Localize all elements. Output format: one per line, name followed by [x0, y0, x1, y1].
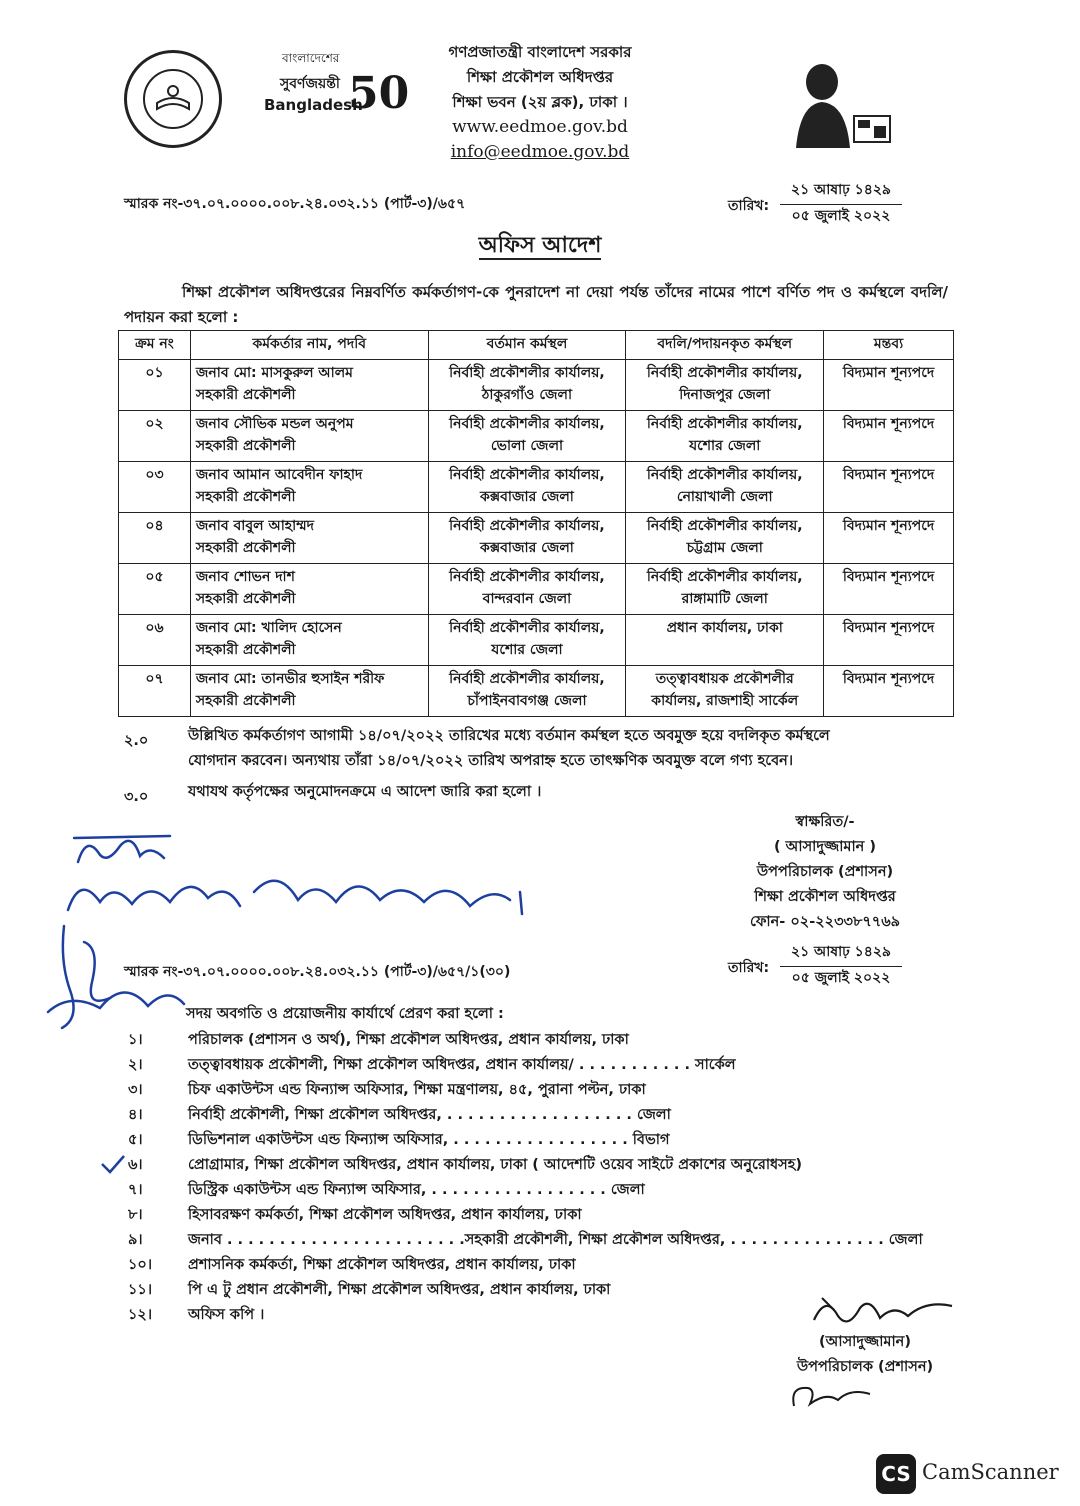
- new-office: প্রধান কার্যালয়, ঢাকা: [666, 620, 783, 636]
- date-english: ০৫ জুলাই ২০২২: [791, 208, 891, 224]
- signatory-office: শিক্ষা প্রকৌশল অধিদপ্তর: [754, 889, 896, 905]
- cell-name: [190, 462, 428, 513]
- cell-serial: ০২: [119, 411, 191, 462]
- list-item: চিফ একাউন্টস এন্ড ফিন্যান্স অফিসার, শিক্ষা মন্ত্রণালয়, ৪৫, পুরানা পল্টন, ঢাকা: [188, 1082, 646, 1098]
- cell-name: [190, 564, 428, 615]
- col-new: বদলি/পদায়নকৃত কর্মস্থল: [626, 331, 824, 360]
- list-number: ৫।: [128, 1132, 143, 1148]
- new-district: দিনাজপুর জেলা: [679, 387, 771, 403]
- cell-remark: বিদ্যমান শূন্যপদে: [824, 564, 954, 615]
- officer-name: জনাব আমান আবেদীন ফাহাদ: [195, 467, 363, 483]
- officer-designation: সহকারী প্রকৌশলী: [195, 540, 296, 556]
- memo-reference-copy: স্মারক নং-৩৭.০৭.০০০০.০০৮.২৪.০৩২.১১ (পার্ট-৩)/৬৫৭/১(৩০): [124, 964, 511, 980]
- list-number: ১২।: [128, 1307, 153, 1323]
- list-number: ১১।: [128, 1282, 153, 1298]
- signature-scribble-icon: [808, 1290, 958, 1334]
- cell-remark: বিদ্যমান শূন্যপদে: [824, 360, 954, 411]
- current-district: কক্সবাজার জেলা: [480, 489, 574, 505]
- current-district: কক্সবাজার জেলা: [480, 540, 574, 556]
- new-district: কার্যালয়, রাজশাহী সার্কেল: [651, 693, 799, 709]
- para-number: ২.০: [124, 733, 149, 749]
- new-office: তত্ত্বাবধায়ক প্রকৌশলীর: [655, 671, 794, 687]
- officer-name: জনাব মো: খালিদ হোসেন: [195, 620, 342, 636]
- mujib-portrait-icon: [786, 58, 896, 150]
- email-link[interactable]: info@eedmoe.gov.bd: [450, 142, 630, 162]
- signatory-name: ( আসাদুজ্জামান ): [774, 839, 876, 855]
- cell-current: [428, 411, 626, 462]
- current-office: নির্বাহী প্রকৌশলীর কার্যালয়,: [449, 620, 605, 636]
- paragraph-two: [188, 724, 948, 774]
- current-district: চাঁপাইনবাবগঞ্জ জেলা: [467, 693, 587, 709]
- list-item: পি এ টু প্রধান প্রকৌশলী, শিক্ষা প্রকৌশল অধিদপ্তর, প্রধান কার্যালয়, ঢাকা: [188, 1282, 611, 1298]
- list-number: ৭।: [128, 1182, 143, 1198]
- jubilee-line3: Bangladesh: [264, 96, 363, 114]
- current-office: নির্বাহী প্রকৌশলীর কার্যালয়,: [449, 569, 605, 585]
- current-office: নির্বাহী প্রকৌশলীর কার্যালয়,: [449, 671, 605, 687]
- memo-reference: স্মারক নং-৩৭.০৭.০০০০.০০৮.২৪.০৩২.১১ (পার্ট-৩)/৬৫৭: [124, 196, 466, 212]
- list-item: জনাব . . . . . . . . . . . . . . . . . . . . . . .সহকারী প্রকৌশলী, শিক্ষা প্রকৌশল অধিদপ্তর, . . . . . . . . . . . . . . . জেলা: [188, 1232, 923, 1248]
- table-header-row: [119, 331, 954, 360]
- cell-current: [428, 666, 626, 717]
- list-item: নির্বাহী প্রকৌশলী, শিক্ষা প্রকৌশল অধিদপ্তর, . . . . . . . . . . . . . . . . . . জেলা: [188, 1107, 671, 1123]
- current-district: ঠাকুরগাঁও জেলা: [481, 387, 573, 403]
- page-title: [0, 228, 1080, 265]
- cell-remark: বিদ্যমান শূন্যপদে: [824, 513, 954, 564]
- handwritten-note-icon: [40, 822, 560, 1032]
- table-row: [119, 513, 954, 564]
- table-row: [119, 360, 954, 411]
- list-number: ৩।: [128, 1082, 143, 1098]
- new-office: নির্বাহী প্রকৌশলীর কার্যালয়,: [646, 365, 803, 381]
- current-district: বান্দরবান জেলা: [482, 591, 572, 607]
- cell-serial: ০৭: [119, 666, 191, 717]
- officer-designation: সহকারী প্রকৌশলী: [195, 591, 296, 607]
- paragraph-line: যোগদান করবেন। অন্যথায় তাঁরা ১৪/০৭/২০২২ তারিখ অপরাহ্ন হতে তাৎক্ষণিক অবমুক্ত বলে গণ্য হবেন।: [188, 753, 794, 769]
- list-item: হিসাবরক্ষণ কর্মকর্তা, শিক্ষা প্রকৌশল অধিদপ্তর, প্রধান কার্যালয়, ঢাকা: [188, 1207, 582, 1223]
- officer-designation: সহকারী প্রকৌশলী: [195, 438, 296, 454]
- list-number: ৪।: [128, 1107, 143, 1123]
- list-number: ৮।: [128, 1207, 143, 1223]
- table-row: [119, 615, 954, 666]
- camscanner-text: CamScanner: [922, 1460, 1059, 1484]
- page-title-text: অফিস আদেশ: [478, 233, 602, 258]
- cell-new: [626, 411, 824, 462]
- col-current: বর্তমান কর্মস্থল: [428, 331, 626, 360]
- new-office: নির্বাহী প্রকৌশলীর কার্যালয়,: [646, 467, 803, 483]
- officer-name: জনাব সৌভিক মন্ডল অনুপম: [195, 416, 354, 432]
- date-bangla: ২১ আষাঢ় ১৪২৯: [780, 940, 902, 967]
- cell-new: [626, 360, 824, 411]
- list-number: ৯।: [128, 1232, 143, 1248]
- new-office: নির্বাহী প্রকৌশলীর কার্যালয়,: [646, 518, 803, 534]
- list-number: ১০।: [128, 1257, 153, 1273]
- memo-date: [728, 178, 908, 228]
- cell-current: [428, 360, 626, 411]
- officer-designation: সহকারী প্রকৌশলী: [195, 489, 296, 505]
- education-logo: [124, 50, 222, 148]
- new-district: চট্টগ্রাম জেলা: [686, 540, 763, 556]
- new-office: নির্বাহী প্রকৌশলীর কার্যালয়,: [646, 416, 803, 432]
- current-district: ভোলা জেলা: [490, 438, 564, 454]
- cell-current: [428, 513, 626, 564]
- date-english: ০৫ জুলাই ২০২২: [791, 970, 891, 986]
- memo-date-copy: [728, 940, 908, 990]
- cell-remark: বিদ্যমান শূন্যপদে: [824, 615, 954, 666]
- officer-name: জনাব মো: তানভীর হুসাইন শরীফ: [195, 671, 385, 687]
- officer-name: জনাব বাবুল আহাম্মদ: [195, 518, 314, 534]
- cell-current: [428, 462, 626, 513]
- intro-paragraph: শিক্ষা প্রকৌশল অধিদপ্তরের নিম্নবর্ণিত কর্মকর্তাগণ-কে পুনরাদেশ না দেয়া পর্যন্ত তাঁদের নামের পাশে বর্ণিত পদ ও কর্মস্থলে বদলি/পদায়ন করা হলো :: [124, 283, 948, 326]
- date-bangla: ২১ আষাঢ় ১৪২৯: [780, 178, 902, 205]
- cell-name: [190, 513, 428, 564]
- officer-designation: সহকারী প্রকৌশলী: [195, 642, 296, 658]
- office-header: [390, 40, 690, 165]
- department-name: শিক্ষা প্রকৌশল অধিদপ্তর: [466, 68, 614, 86]
- list-item: ডিস্ট্রিক একাউন্টস এন্ড ফিন্যান্স অফিসার, . . . . . . . . . . . . . . . . . জেলা: [188, 1182, 645, 1198]
- paragraph-line: উল্লিখিত কর্মকর্তাগণ আগামী ১৪/০৭/২০২২ তারিখের মধ্যে বর্তমান কর্মস্থল হতে অবমুক্ত হয়ে বদলিকৃত কর্মস্থলে: [188, 728, 830, 744]
- list-item: প্রোগ্রামার, শিক্ষা প্রকৌশল অধিদপ্তর, প্রধান কার্যালয়, ঢাকা ( আদেশটি ওয়েব সাইটে প্রকাশের অনুরোধসহ): [188, 1157, 802, 1173]
- cell-serial: ০৬: [119, 615, 191, 666]
- officer-designation: সহকারী প্রকৌশলী: [195, 693, 296, 709]
- new-office: নির্বাহী প্রকৌশলীর কার্যালয়,: [646, 569, 803, 585]
- jubilee-line2: সুবর্ণজয়ন্তী: [280, 76, 340, 92]
- table-row: [119, 462, 954, 513]
- transfer-table: [118, 330, 954, 717]
- table-row: [119, 564, 954, 615]
- current-office: নির্বাহী প্রকৌশলীর কার্যালয়,: [449, 518, 605, 534]
- list-item: অফিস কপি ।: [188, 1307, 265, 1323]
- cell-new: [626, 513, 824, 564]
- jubilee-line1: বাংলাদেশের: [282, 51, 340, 65]
- new-district: রাঙ্গামাটি জেলা: [681, 591, 768, 607]
- cell-serial: ০৩: [119, 462, 191, 513]
- list-item: পরিচালক (প্রশাসন ও অর্থ), শিক্ষা প্রকৌশল অধিদপ্তর, প্রধান কার্যালয়, ঢাকা: [188, 1032, 629, 1048]
- book-emblem-icon: [155, 83, 191, 113]
- cell-new: [626, 462, 824, 513]
- current-office: নির্বাহী প্রকৌশলীর কার্যালয়,: [449, 365, 605, 381]
- date-label: তারিখ:: [728, 960, 770, 976]
- col-serial: ক্রম নং: [119, 331, 191, 360]
- cell-name: [190, 411, 428, 462]
- cell-remark: বিদ্যমান শূন্যপদে: [824, 411, 954, 462]
- col-remark: মন্তব্য: [824, 331, 954, 360]
- signature-block: [730, 810, 920, 935]
- initials-scribble-icon: [786, 1378, 876, 1414]
- table-row: [119, 411, 954, 462]
- jubilee-number: 50: [348, 68, 410, 119]
- camscanner-badge: CS: [876, 1454, 916, 1494]
- cell-serial: ০৫: [119, 564, 191, 615]
- cell-new: [626, 615, 824, 666]
- list-number: ৬।: [128, 1157, 143, 1173]
- paragraph-three: যথাযথ কর্তৃপক্ষের অনুমোদনক্রমে এ আদেশ জারি করা হলো ।: [188, 784, 542, 800]
- distribution-intro: সদয় অবগতি ও প্রয়োজনীয় কার্যার্থে প্রেরণ করা হলো :: [186, 1006, 504, 1022]
- para-number: ৩.০: [124, 789, 149, 805]
- cell-serial: ০৪: [119, 513, 191, 564]
- cell-name: [190, 360, 428, 411]
- new-district: যশোর জেলা: [689, 438, 761, 454]
- date-label: তারিখ:: [728, 198, 770, 214]
- list-number: ২।: [128, 1057, 143, 1073]
- cell-new: [626, 564, 824, 615]
- list-item: প্রশাসনিক কর্মকর্তা, শিক্ষা প্রকৌশল অধিদপ্তর, প্রধান কার্যালয়, ঢাকা: [188, 1257, 576, 1273]
- current-office: নির্বাহী প্রকৌশলীর কার্যালয়,: [449, 467, 605, 483]
- website-link[interactable]: www.eedmoe.gov.bd: [452, 117, 628, 137]
- officer-name: জনাব মো: মাসকুরুল আলম: [195, 365, 353, 381]
- signatory-name: (আসাদুজ্জামান): [819, 1334, 911, 1350]
- signatory-phone: ফোন- ০২-২২৩৩৮৭৭৬৯: [749, 914, 901, 930]
- office-address: শিক্ষা ভবন (২য় ব্লক), ঢাকা ।: [452, 93, 628, 111]
- signatory-designation: উপপরিচালক (প্রশাসন): [796, 1359, 934, 1375]
- cell-new: [626, 666, 824, 717]
- signature-block-copy: [770, 1330, 960, 1380]
- cell-current: [428, 615, 626, 666]
- list-number: ১।: [128, 1032, 143, 1048]
- officer-name: জনাব শোভন দাশ: [195, 569, 295, 585]
- cell-name: [190, 666, 428, 717]
- golden-jubilee-logo: [262, 50, 410, 140]
- cell-serial: ০১: [119, 360, 191, 411]
- list-item: তত্ত্বাবধায়ক প্রকৌশলী, শিক্ষা প্রকৌশল অধিদপ্তর, প্রধান কার্যালয়/ . . . . . . . . . . . সার্কেল: [188, 1057, 736, 1073]
- check-mark-icon: [100, 1154, 126, 1174]
- table-row: [119, 666, 954, 717]
- govt-name: গণপ্রজাতন্ত্রী বাংলাদেশ সরকার: [448, 43, 632, 61]
- current-office: নির্বাহী প্রকৌশলীর কার্যালয়,: [449, 416, 605, 432]
- new-district: নোয়াখালী জেলা: [676, 489, 773, 505]
- officer-designation: সহকারী প্রকৌশলী: [195, 387, 296, 403]
- cell-current: [428, 564, 626, 615]
- cell-remark: বিদ্যমান শূন্যপদে: [824, 666, 954, 717]
- cell-name: [190, 615, 428, 666]
- cell-remark: বিদ্যমান শূন্যপদে: [824, 462, 954, 513]
- signatory-designation: উপপরিচালক (প্রশাসন): [756, 864, 894, 880]
- current-district: যশোর জেলা: [491, 642, 563, 658]
- col-name: কর্মকর্তার নাম, পদবি: [190, 331, 428, 360]
- signed-mark: স্বাক্ষরিত/-: [795, 814, 855, 830]
- list-item: ডিভিশনাল একাউন্টস এন্ড ফিন্যান্স অফিসার, . . . . . . . . . . . . . . . . . বিভাগ: [188, 1132, 670, 1148]
